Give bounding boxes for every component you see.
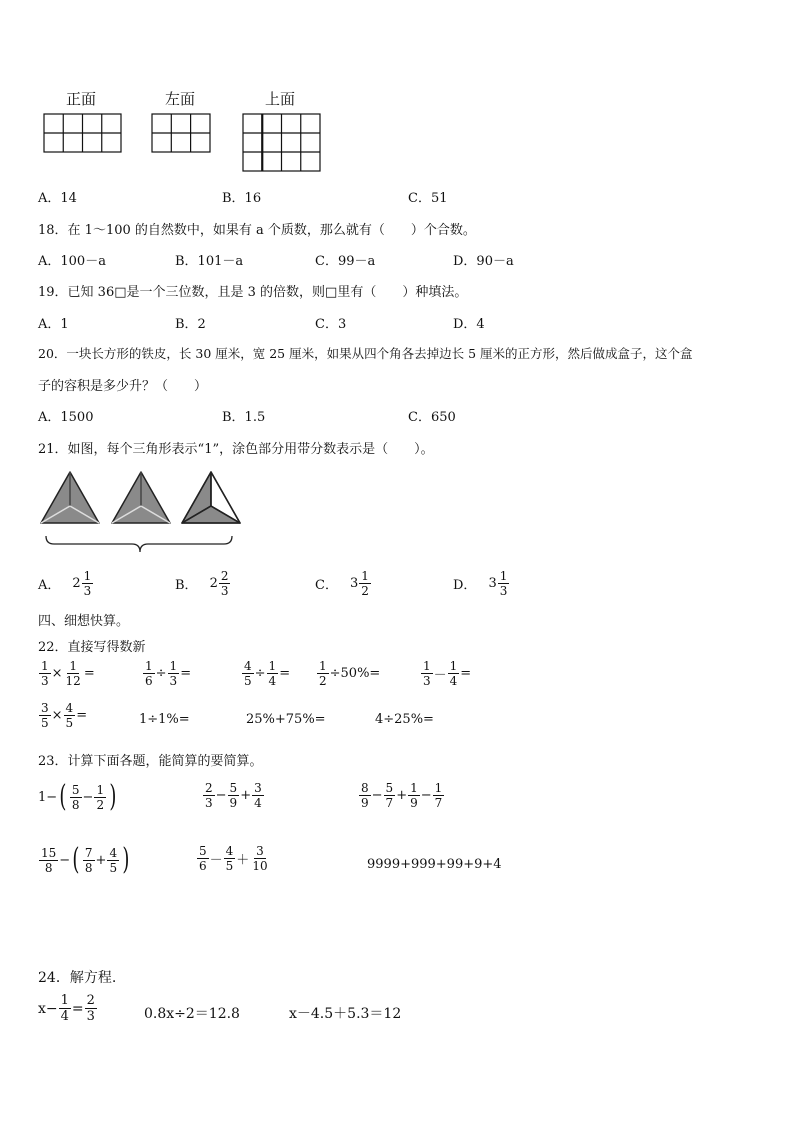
q19-option-a[interactable]: A．1 [38, 317, 69, 332]
q24-title: 24．解方程. [38, 970, 117, 986]
q21-option-d-label: D． [453, 578, 477, 593]
q17-option-b[interactable]: B．16 [222, 191, 262, 206]
q23-expr-3: $\frac{8}{9}$ − $\frac{5}{7}$ + $\frac{1}{9}$ − $\frac{1}{7}$ [361, 781, 443, 810]
q22-expr-3: $\frac{4}{5}$ ÷ $\frac{1}{4}$ = [244, 659, 291, 688]
q22-expr-2: $\frac{1}{6}$ ÷ $\frac{1}{3}$ = [145, 659, 192, 688]
top-view-label: 上面 [265, 90, 296, 108]
q21-option-b[interactable] [175, 570, 231, 597]
q17-option-c[interactable]: C．51 [408, 191, 448, 206]
section-4-heading: 四、细想快算。 [38, 614, 130, 629]
q19-option-c[interactable]: C．3 [315, 317, 347, 332]
q21-option-c-fraction: $\frac{1}{2}$ [361, 569, 369, 598]
q19-option-b[interactable]: B．2 [175, 317, 206, 332]
q22-expr-9: 4÷25%= [375, 712, 434, 727]
q20-text-line2: 子的容积是多少升？（ ） [38, 379, 208, 394]
q22-expr-1: $\frac{1}{3}$ × $\frac{1}{12}$ = [41, 659, 95, 688]
q22-expr-5: $\frac{1}{3}$ － $\frac{1}{4}$ = [423, 659, 472, 688]
q21-option-a[interactable] [38, 570, 94, 597]
q22-expr-8: 25%+75%= [246, 712, 326, 727]
left-view-label: 左面 [165, 90, 196, 108]
q21-option-c-whole: 3 [349, 576, 359, 591]
q21-option-c-label: C． [315, 578, 338, 593]
q21-option-d-whole: 3 [488, 576, 497, 591]
q23-expr-4: $\frac{15}{8}$ − ( $\frac{7}{8}$ + $\frac{4}{5}$ ) [41, 842, 130, 877]
q21-option-d[interactable] [453, 570, 510, 597]
q20-option-b[interactable]: B．1.5 [222, 410, 266, 425]
triangles-figure [0, 0, 794, 560]
q20-text-line1: 20．一块长方形的铁皮，长 30 厘米，宽 25 厘米，如果从四个角各去掉边长 5 厘米的正方形，然后做成盒子，这个盒 [38, 346, 693, 361]
q21-option-a-whole: 2 [72, 576, 81, 591]
q23-expr-2: $\frac{2}{3}$ − $\frac{5}{9}$ + $\frac{3}{4}$ [205, 781, 262, 810]
q21-option-b-fraction: $\frac{2}{3}$ [220, 569, 229, 598]
q19-option-d[interactable]: D．4 [453, 317, 485, 332]
q20-option-c[interactable]: C．650 [408, 410, 456, 425]
q21-option-c[interactable] [315, 570, 372, 597]
q17-option-a[interactable]: A．14 [38, 191, 77, 206]
q22-title: 22．直接写得数新 [38, 640, 146, 655]
q18-option-a[interactable]: A．100－a [38, 254, 106, 269]
q21-option-a-fraction: $\frac{1}{3}$ [83, 569, 92, 598]
q19-text: 19．已知 36□是一个三位数，且是 3 的倍数，则□里有（ ）种填法。 [38, 285, 468, 300]
q18-option-b[interactable]: B．101－a [175, 254, 244, 269]
q21-option-d-fraction: $\frac{1}{3}$ [499, 569, 508, 598]
q20-option-a[interactable]: A．1500 [38, 410, 94, 425]
q21-option-b-label: B． [175, 578, 198, 593]
q23-expr-6: 9999+999+99+9+4 [367, 857, 502, 872]
q21-text: 21．如图，每个三角形表示“1”，涂色部分用带分数表示是（ ）。 [38, 442, 434, 457]
q18-option-d[interactable]: D．90－a [453, 254, 514, 269]
q24-equation-3: x－4.5＋5.3＝12 [289, 1006, 402, 1022]
q21-option-a-label: A． [38, 578, 61, 593]
front-view-label: 正面 [66, 90, 97, 108]
q23-expr-5: $\frac{5}{6}$ － $\frac{4}{5}$ ＋ $\frac{3}{10}$ [199, 844, 268, 873]
q22-expr-6: $\frac{3}{5}$ × $\frac{4}{5}$ = [41, 701, 88, 730]
q23-expr-1: 1− ( $\frac{5}{8}$ − $\frac{1}{2}$ ) [38, 779, 117, 814]
q24-equation-1: x− $\frac{1}{4}$ = $\frac{2}{3}$ [38, 993, 95, 1024]
q21-option-b-whole: 2 [209, 576, 218, 591]
q22-expr-7: 1÷1%= [139, 712, 190, 727]
q18-text: 18．在 1～100 的自然数中，如果有 a 个质数，那么就有（ ）个合数。 [38, 223, 476, 238]
q24-equation-2: 0.8x÷2＝12.8 [144, 1006, 240, 1022]
q22-expr-4: $\frac{1}{2}$ ÷50%= [319, 659, 381, 688]
q18-option-c[interactable]: C．99－a [315, 254, 376, 269]
q23-title: 23．计算下面各题，能简算的要简算。 [38, 754, 263, 769]
